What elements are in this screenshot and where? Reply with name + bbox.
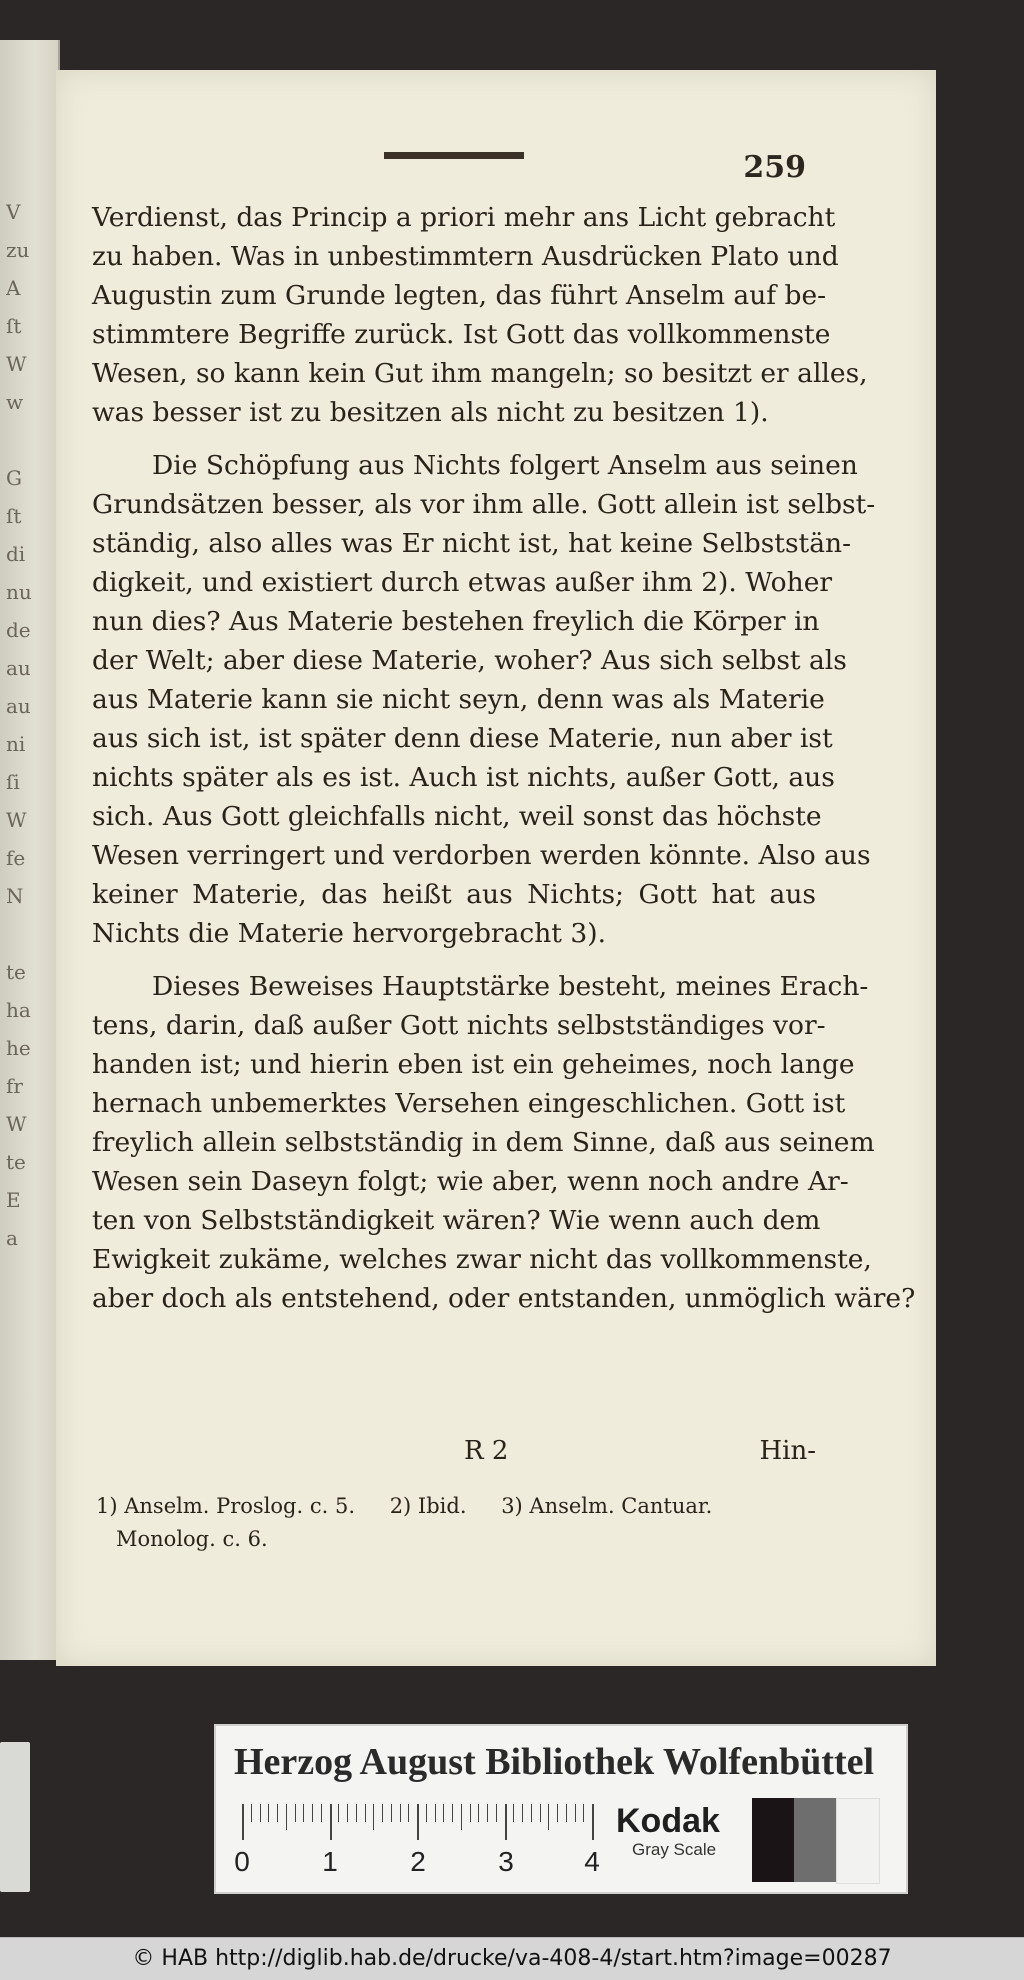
previous-page-fragment: nu	[6, 580, 32, 604]
previous-page-fragment: G	[6, 466, 22, 490]
paragraph	[92, 198, 868, 432]
ruler-tick	[356, 1804, 357, 1822]
ruler-tick	[391, 1804, 392, 1822]
ruler-tick	[260, 1804, 261, 1822]
previous-page-fragment: zu	[6, 238, 30, 262]
footnote-2: 2) Ibid.	[389, 1494, 467, 1518]
paragraph	[92, 446, 876, 953]
library-name: Herzog August Bibliothek Wolfenbüttel	[234, 1741, 875, 1783]
text-line: Ewigkeit zukäme, welches zwar nicht das vollkommenste,	[92, 1244, 872, 1275]
previous-page-fragment: W	[6, 352, 27, 376]
text-line: Wesen, so kann kein Gut ihm mangeln; so besitzt er alles,	[92, 358, 868, 389]
previous-page-fragment	[6, 922, 46, 960]
ruler-number-0: 0	[234, 1846, 250, 1877]
text-line: freylich allein selbstständig in dem Sinne, daß aus seinem	[92, 1127, 875, 1158]
ruler-tick	[295, 1804, 296, 1822]
text-line: aus Materie kann sie nicht seyn, denn was als Materie	[92, 684, 825, 715]
ruler-tick	[452, 1804, 453, 1822]
previous-page-fragment: V	[6, 200, 21, 224]
ruler-number-4: 4	[584, 1846, 600, 1877]
kodak-logo: Kodak	[616, 1802, 720, 1840]
previous-page-fragment: E	[6, 1188, 21, 1212]
previous-page-fragment: te	[6, 960, 26, 984]
ruler-number-2: 2	[410, 1846, 426, 1877]
text-line: aus sich ist, ist später denn diese Materie, nun aber ist	[92, 723, 833, 754]
signature-row	[92, 1436, 816, 1472]
text-line: nichts später als es ist. Auch ist nichts, außer Gott, aus	[92, 762, 835, 793]
previous-page-fragment: de	[6, 618, 31, 642]
previous-page-fragment: ni	[6, 732, 26, 756]
header-rule	[384, 152, 524, 159]
signature-mark: R 2	[464, 1436, 509, 1466]
ruler-tick	[583, 1804, 584, 1822]
text-line: ständig, also alles was Er nicht ist, hat keine Selbststän-	[92, 528, 852, 559]
catchword: Hin-	[759, 1436, 816, 1466]
ruler-tick	[435, 1804, 436, 1822]
previous-page-fragment: fe	[6, 846, 26, 870]
swatch-white	[836, 1798, 880, 1884]
previous-page-fragment: ſi	[6, 770, 20, 794]
text-line: Grundsätzen besser, als vor ihm alle. Gott allein ist selbst-	[92, 489, 876, 520]
text-line: Verdienst, das Princip a priori mehr ans Licht gebracht	[92, 202, 836, 233]
text-line: Wesen verringert und verdorben werden könnte. Also aus	[92, 840, 871, 871]
footnote-3: 3) Anselm. Cantuar.	[501, 1494, 713, 1518]
ruler-tick	[338, 1804, 339, 1822]
text-line: tens, darin, daß außer Gott nichts selbstständiges vor-	[92, 1010, 826, 1041]
ruler-tick	[330, 1804, 332, 1840]
ruler-tick	[242, 1804, 244, 1840]
text-line: was besser ist zu besitzen als nicht zu besitzen 1).	[92, 397, 769, 428]
page-number: 259	[743, 150, 806, 185]
previous-page-fragment: au	[6, 656, 31, 680]
ruler-tick	[540, 1804, 541, 1822]
previous-page-fragment: te	[6, 1150, 26, 1174]
ruler-scale	[236, 1804, 608, 1888]
previous-page-fragment: ſt	[6, 504, 22, 528]
previous-page-fragment: W	[6, 808, 27, 832]
text-line: Wesen sein Daseyn folgt; wie aber, wenn noch andre Ar-	[92, 1166, 849, 1197]
ruler-tick	[531, 1804, 532, 1822]
previous-page-fragment: a	[6, 1226, 18, 1250]
ruler-tick	[373, 1804, 374, 1830]
previous-page-fragment: N	[6, 884, 24, 908]
footer-bar	[0, 1937, 1024, 1980]
ruler-tick	[496, 1804, 497, 1822]
text-line: zu haben. Was in unbestimmtern Ausdrücken Plato und	[92, 241, 839, 272]
text-line: Dieses Beweises Hauptstärke besteht, meines Erach-	[152, 971, 869, 1002]
ruler-tick	[592, 1804, 594, 1840]
previous-page-fragment	[6, 428, 46, 466]
previous-page-fragment: ha	[6, 998, 31, 1022]
ruler-tick	[268, 1804, 269, 1822]
ruler-tick	[347, 1804, 348, 1822]
text-line: nun dies? Aus Materie bestehen freylich die Körper in	[92, 606, 820, 637]
gray-scale-label: Gray Scale	[632, 1840, 717, 1859]
ruler-tick	[303, 1804, 304, 1822]
ruler-tick	[505, 1804, 507, 1840]
ruler-tick	[321, 1804, 322, 1822]
previous-page-fragment: fr	[6, 1074, 23, 1098]
previous-page-edge	[0, 40, 60, 1660]
footnote-line-2: Monolog. c. 6.	[116, 1527, 268, 1551]
ruler-number-1: 1	[322, 1846, 338, 1877]
previous-page-fragment: he	[6, 1036, 31, 1060]
previous-page-fragment: A	[6, 276, 21, 300]
ruler-tick	[426, 1804, 427, 1822]
ruler-tick	[312, 1804, 313, 1822]
footer-copyright-url[interactable]: © HAB http://diglib.hab.de/drucke/va-408-4/start.htm?image=00287	[132, 1946, 892, 1971]
ruler-tick	[443, 1804, 444, 1822]
swatch-gray	[794, 1798, 836, 1882]
book-page	[56, 70, 936, 1666]
ruler-tick	[408, 1804, 409, 1822]
swatch-black	[752, 1798, 794, 1882]
ruler-tick	[251, 1804, 252, 1822]
text-line: Die Schöpfung aus Nichts folgert Anselm aus seinen	[152, 450, 858, 481]
ruler-tick	[566, 1804, 567, 1822]
ruler-tick	[461, 1804, 462, 1830]
ruler-tick	[382, 1804, 383, 1822]
text-line: Augustin zum Grunde legten, das führt Anselm auf be-	[92, 280, 827, 311]
text-line: handen ist; und hierin eben ist ein geheimes, noch lange	[92, 1049, 855, 1080]
text-line: Nichts die Materie hervorgebracht 3).	[92, 918, 606, 949]
ruler-tick	[365, 1804, 366, 1822]
previous-page-fragment: au	[6, 694, 31, 718]
previous-page-fragment: W	[6, 1112, 27, 1136]
text-line: stimmtere Begriffe zurück. Ist Gott das vollkommenste	[92, 319, 831, 350]
text-line: der Welt; aber diese Materie, woher? Aus sich selbst als	[92, 645, 847, 676]
text-line: keiner Materie, das heißt aus Nichts; Gott hat aus	[92, 879, 816, 910]
ruler-tick	[522, 1804, 523, 1822]
ruler-tick	[400, 1804, 401, 1822]
text-line: aber doch als entstehend, oder entstanden, unmöglich wäre?	[92, 1283, 916, 1314]
ruler-tick	[470, 1804, 471, 1822]
text-line: sich. Aus Gott gleichfalls nicht, weil sonst das höchste	[92, 801, 822, 832]
ruler-numbers	[236, 1846, 608, 1880]
page-body-text	[92, 198, 916, 1332]
ruler-tick	[548, 1804, 549, 1830]
previous-page-fragment: di	[6, 542, 26, 566]
ruler-tick	[487, 1804, 488, 1822]
ruler-number-3: 3	[498, 1846, 514, 1877]
text-line: digkeit, und existiert durch etwas außer ihm 2). Woher	[92, 567, 833, 598]
ruler-tick	[557, 1804, 558, 1822]
ruler-tick	[478, 1804, 479, 1822]
ruler-tick	[513, 1804, 514, 1822]
ruler-ticks	[236, 1804, 608, 1840]
footnotes	[96, 1490, 816, 1556]
ruler-tick	[417, 1804, 419, 1840]
ruler-tick	[277, 1804, 278, 1822]
text-line: hernach unbemerktes Versehen eingeschlichen. Gott ist	[92, 1088, 846, 1119]
previous-page-fragment: w	[6, 390, 24, 414]
previous-page-fragment: ſt	[6, 314, 22, 338]
previous-page-text-fragments	[6, 200, 46, 1264]
side-label-strip	[0, 1742, 30, 1892]
footnote-1: 1) Anselm. Proslog. c. 5.	[96, 1494, 355, 1518]
text-line: ten von Selbstständigkeit wären? Wie wenn auch dem	[92, 1205, 821, 1236]
library-color-card	[214, 1724, 908, 1894]
paragraph	[92, 967, 916, 1318]
footnote-line-1	[96, 1490, 816, 1523]
ruler-tick	[286, 1804, 287, 1830]
ruler-tick	[575, 1804, 576, 1822]
